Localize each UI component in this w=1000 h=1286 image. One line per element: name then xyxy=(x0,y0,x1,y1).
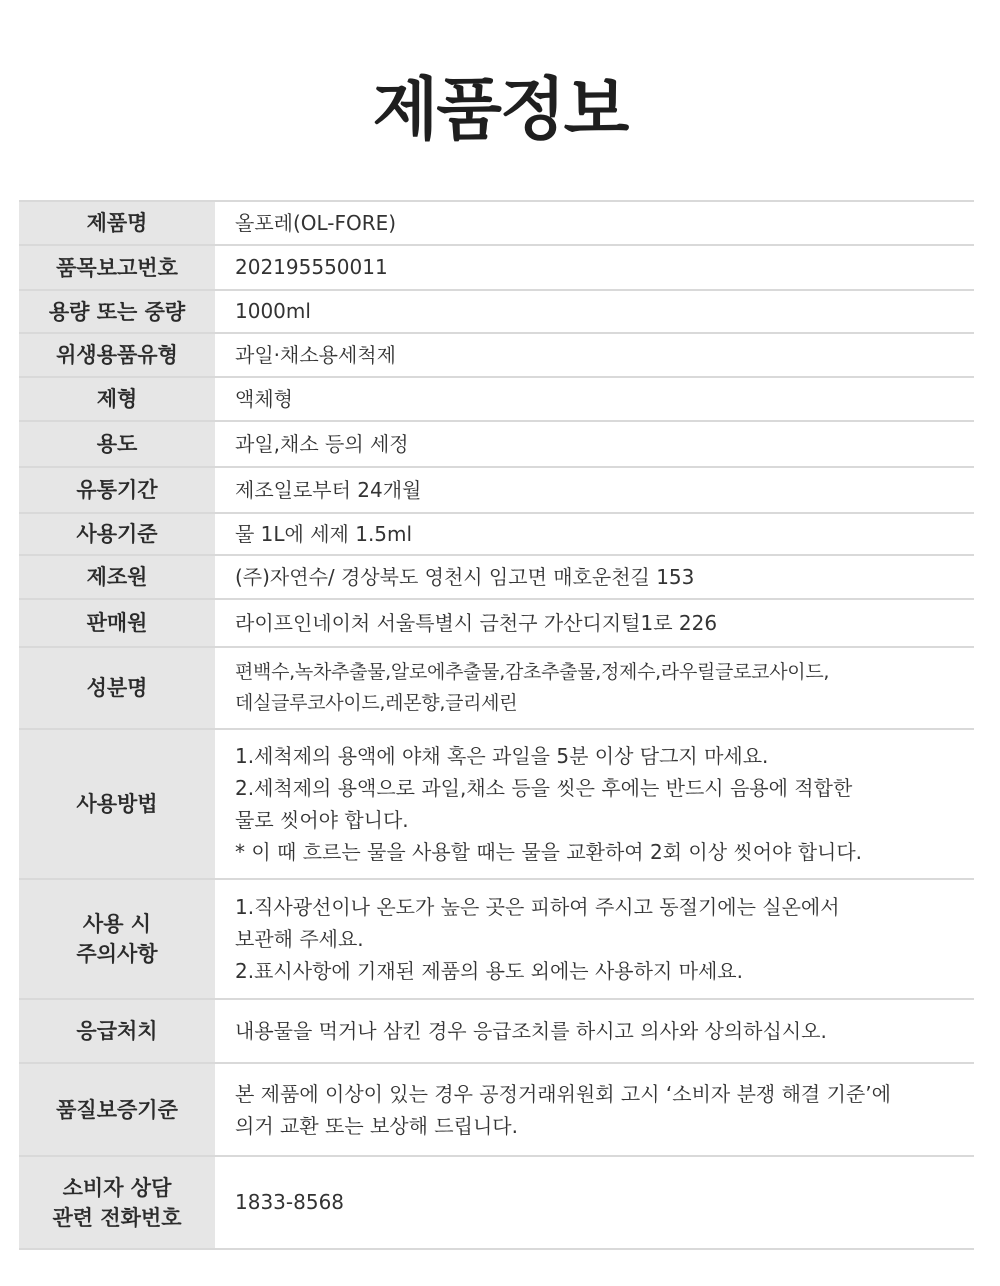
table-row xyxy=(19,377,974,421)
row-value: 1.세척제의 용액에 야채 혹은 과일을 5분 이상 담그지 마세요. 2.세척제의 용액으로 과일,채소 등을 씻은 후에는 반드시 음용에 적합한 물로 씻어야 합니다. * 이 때 흐르는 물을 사용할 때는 물을 교환하여 2회 이상 씻어야 합니다. xyxy=(215,729,974,879)
row-value: 1833-8568 xyxy=(215,1156,974,1249)
row-value: 과일·채소용세척제 xyxy=(215,333,974,377)
table-row xyxy=(19,879,974,999)
product-info-table xyxy=(19,200,974,1250)
row-label: 용도 xyxy=(19,421,215,467)
row-label: 사용방법 xyxy=(19,729,215,879)
table-row xyxy=(19,1156,974,1249)
row-label: 성분명 xyxy=(19,647,215,729)
row-value: 라이프인네이처 서울특별시 금천구 가산디지털1로 226 xyxy=(215,599,974,647)
row-label: 제형 xyxy=(19,377,215,421)
table-row xyxy=(19,555,974,599)
row-value: 제조일로부터 24개월 xyxy=(215,467,974,513)
table-row xyxy=(19,201,974,245)
row-value: 1000ml xyxy=(215,290,974,333)
table-row xyxy=(19,245,974,290)
row-label: 제품명 xyxy=(19,201,215,245)
row-value: (주)자연수/ 경상북도 영천시 임고면 매호운천길 153 xyxy=(215,555,974,599)
table-row xyxy=(19,513,974,555)
table-row xyxy=(19,421,974,467)
row-label: 제조원 xyxy=(19,555,215,599)
row-label: 응급처치 xyxy=(19,999,215,1063)
table-row xyxy=(19,333,974,377)
row-value: 올포레(OL-FORE) xyxy=(215,201,974,245)
row-value: 내용물을 먹거나 삼킨 경우 응급조치를 하시고 의사와 상의하십시오. xyxy=(215,999,974,1063)
row-value: 과일,채소 등의 세정 xyxy=(215,421,974,467)
row-label: 판매원 xyxy=(19,599,215,647)
table-row xyxy=(19,999,974,1063)
row-label: 사용기준 xyxy=(19,513,215,555)
row-value: 202195550011 xyxy=(215,245,974,290)
row-label: 품목보고번호 xyxy=(19,245,215,290)
row-value: 액체형 xyxy=(215,377,974,421)
row-label: 품질보증기준 xyxy=(19,1063,215,1156)
table-row xyxy=(19,599,974,647)
table-row xyxy=(19,467,974,513)
row-value: 1.직사광선이나 온도가 높은 곳은 피하여 주시고 동절기에는 실온에서 보관해 주세요. 2.표시사항에 기재된 제품의 용도 외에는 사용하지 마세요. xyxy=(215,879,974,999)
row-label: 유통기간 xyxy=(19,467,215,513)
row-label: 위생용품유형 xyxy=(19,333,215,377)
row-value: 물 1L에 세제 1.5ml xyxy=(215,513,974,555)
table-row xyxy=(19,290,974,333)
table-row xyxy=(19,729,974,879)
table-row xyxy=(19,647,974,729)
row-value: 편백수,녹차추출물,알로에추출물,감초추출물,정제수,라우릴글로코사이드, 데실글루코사이드,레몬향,글리세린 xyxy=(215,647,974,729)
row-label: 사용 시 주의사항 xyxy=(19,879,215,999)
row-label: 소비자 상담 관련 전화번호 xyxy=(19,1156,215,1249)
table-row xyxy=(19,1063,974,1156)
page-title: 제품정보 xyxy=(372,71,628,150)
row-value: 본 제품에 이상이 있는 경우 공정거래위원회 고시 ‘소비자 분쟁 해결 기준’에 의거 교환 또는 보상해 드립니다. xyxy=(215,1063,974,1156)
row-label: 용량 또는 중량 xyxy=(19,290,215,333)
